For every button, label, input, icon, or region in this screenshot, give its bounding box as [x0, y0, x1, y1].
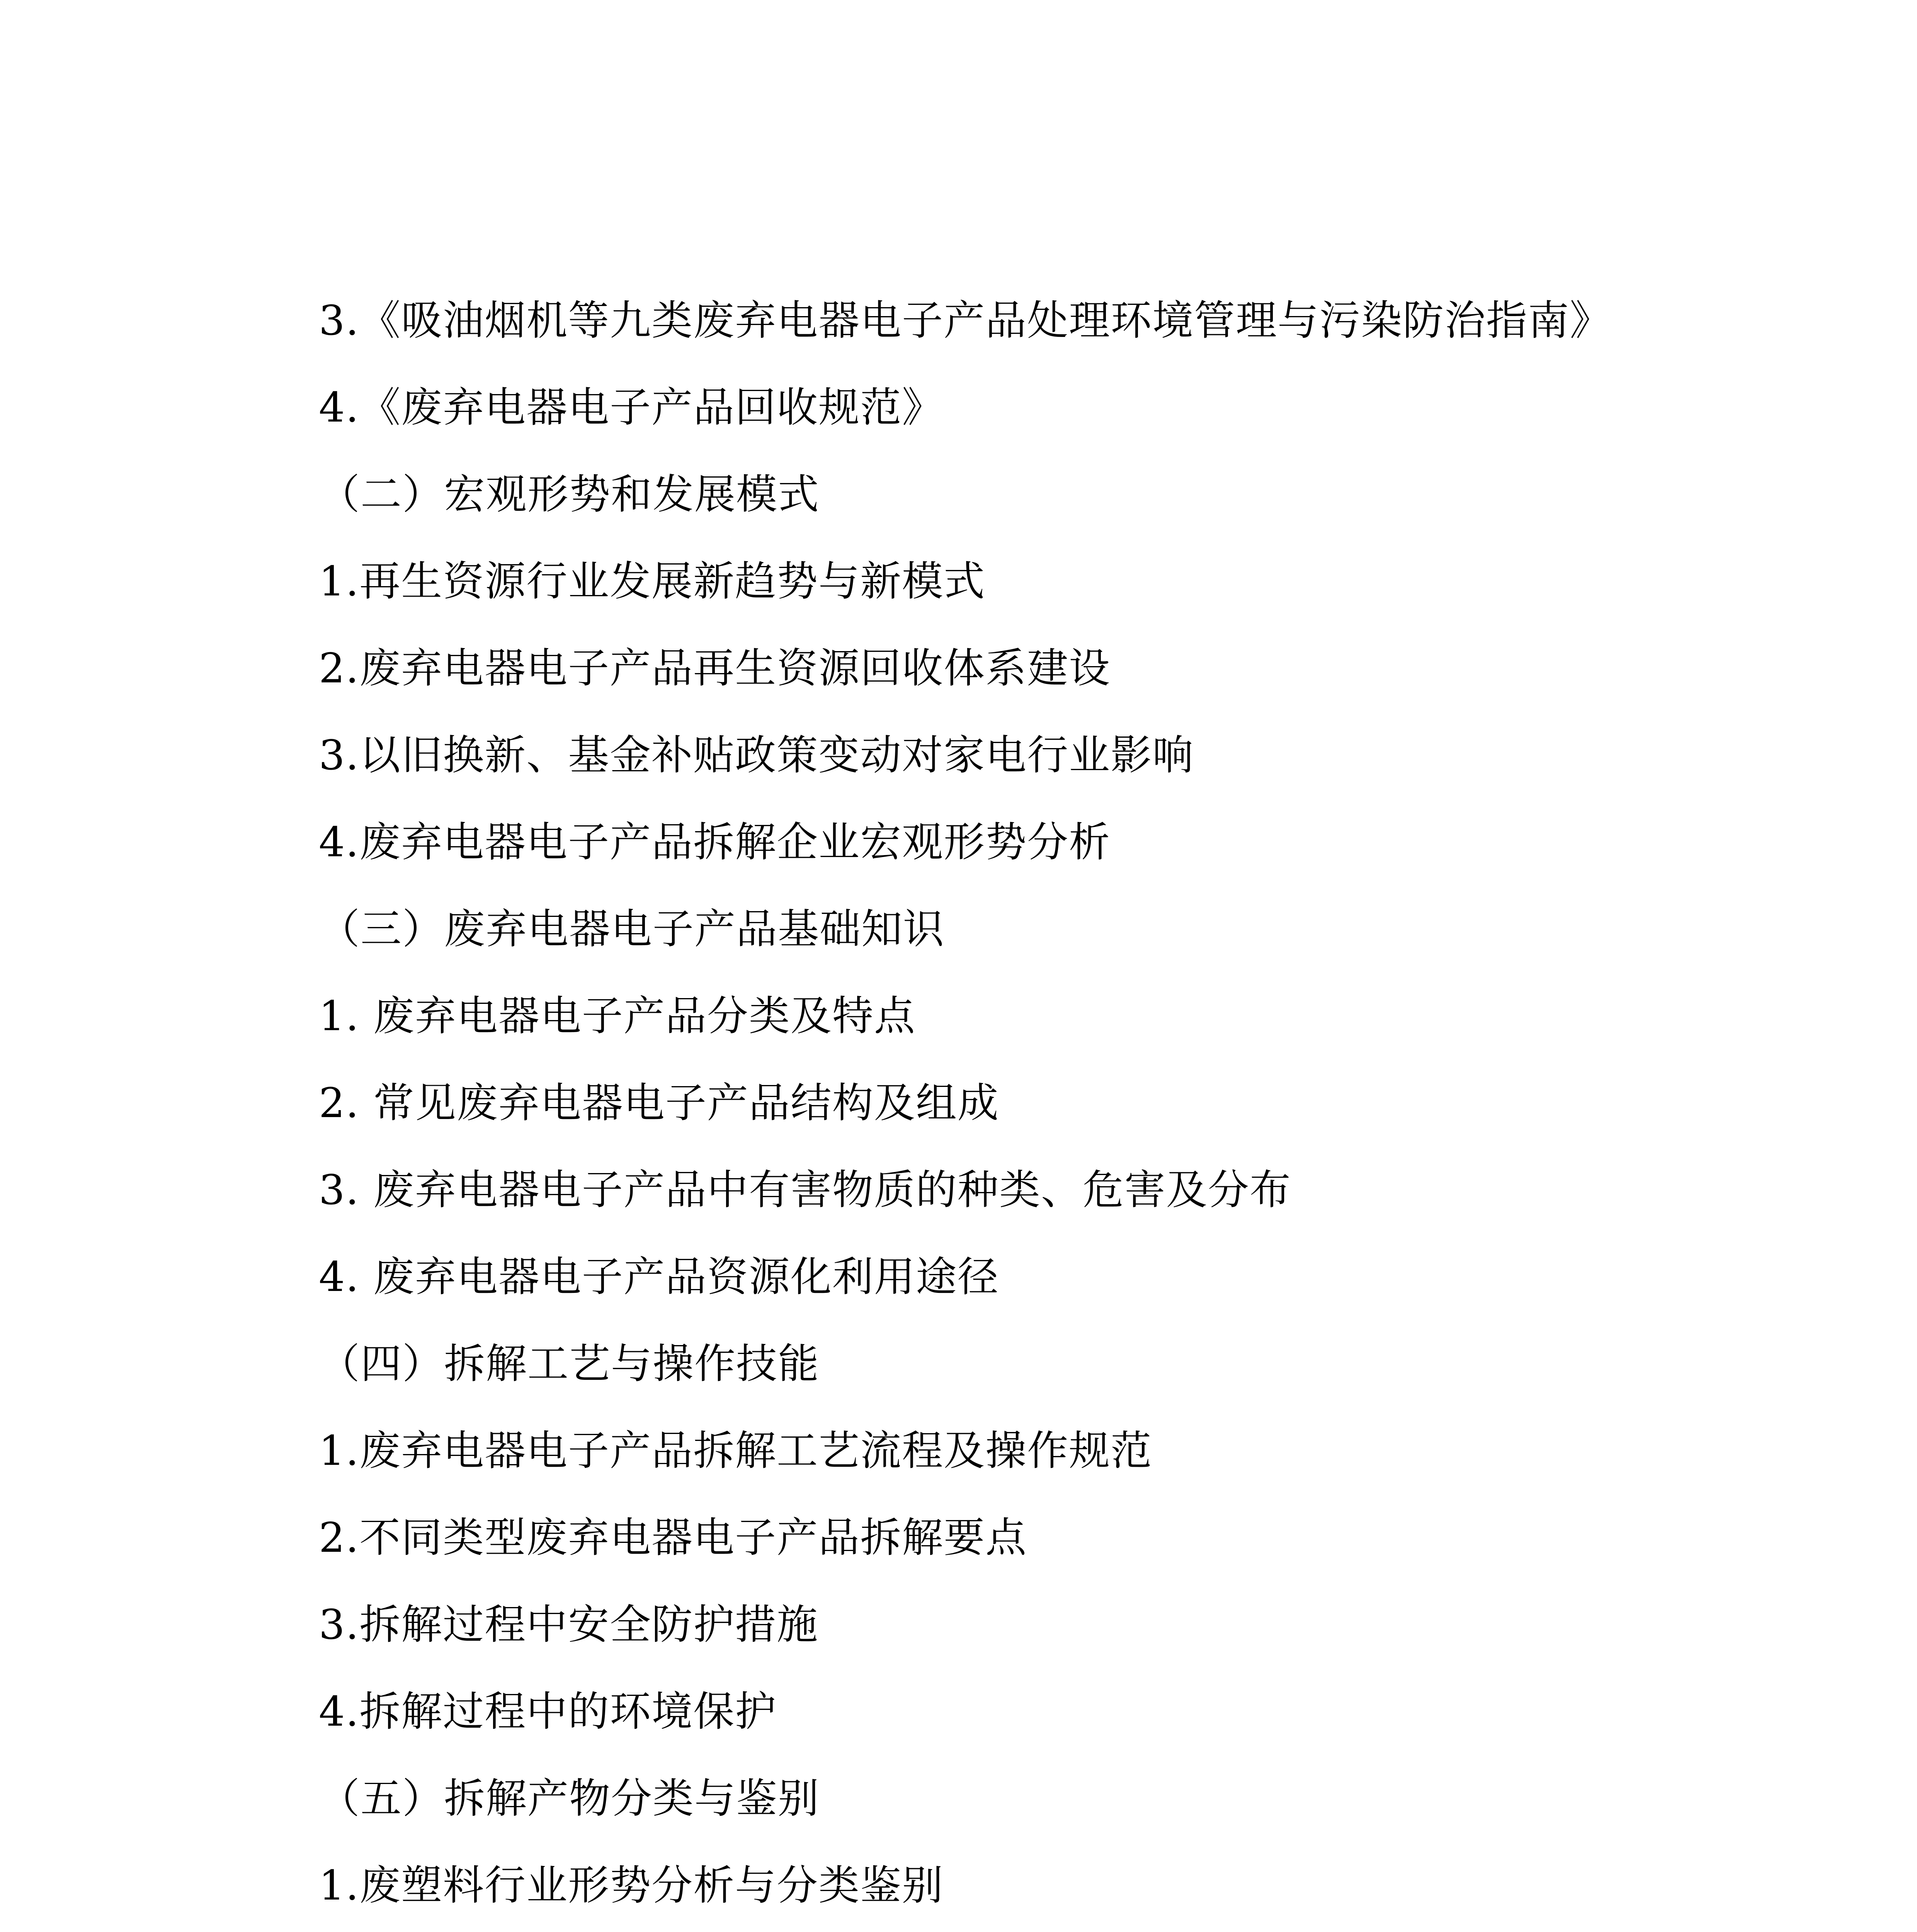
- list-line: 1.再生资源行业发展新趋势与新模式: [319, 558, 986, 605]
- list-line: 1. 废弃电器电子产品分类及特点: [319, 992, 916, 1040]
- list-line: 3.以旧换新、基金补贴政策变动对家电行业影响: [319, 731, 1194, 779]
- list-line: 4.拆解过程中的环境保护: [319, 1688, 777, 1735]
- list-line: 2.不同类型废弃电器电子产品拆解要点: [319, 1514, 1027, 1561]
- list-line: 4.《废弃电器电子产品回收规范》: [319, 384, 944, 431]
- list-line: 1.废塑料行业形势分析与分类鉴别: [319, 1862, 944, 1909]
- list-line: 4. 废弃电器电子产品资源化利用途径: [319, 1253, 999, 1301]
- list-line: 3.拆解过程中安全防护措施: [319, 1601, 819, 1648]
- list-line: 2.废弃电器电子产品再生资源回收体系建设: [319, 645, 1111, 692]
- subsection-heading: （二）宏观形势和发展模式: [319, 471, 820, 518]
- list-line: 2. 常见废弃电器电子产品结构及组成: [319, 1079, 999, 1127]
- subsection-heading: （五）拆解产物分类与鉴别: [319, 1775, 820, 1822]
- list-line: 4.废弃电器电子产品拆解企业宏观形势分析: [319, 818, 1111, 866]
- list-line: 1.废弃电器电子产品拆解工艺流程及操作规范: [319, 1427, 1153, 1475]
- list-line: 3.《吸油烟机等九类废弃电器电子产品处理环境管理与污染防治指南》: [319, 297, 1612, 344]
- list-line: 3. 废弃电器电子产品中有害物质的种类、危害及分布: [319, 1166, 1291, 1214]
- subsection-heading: （三）废弃电器电子产品基础知识: [319, 905, 945, 953]
- subsection-heading: （四）拆解工艺与操作技能: [319, 1340, 820, 1388]
